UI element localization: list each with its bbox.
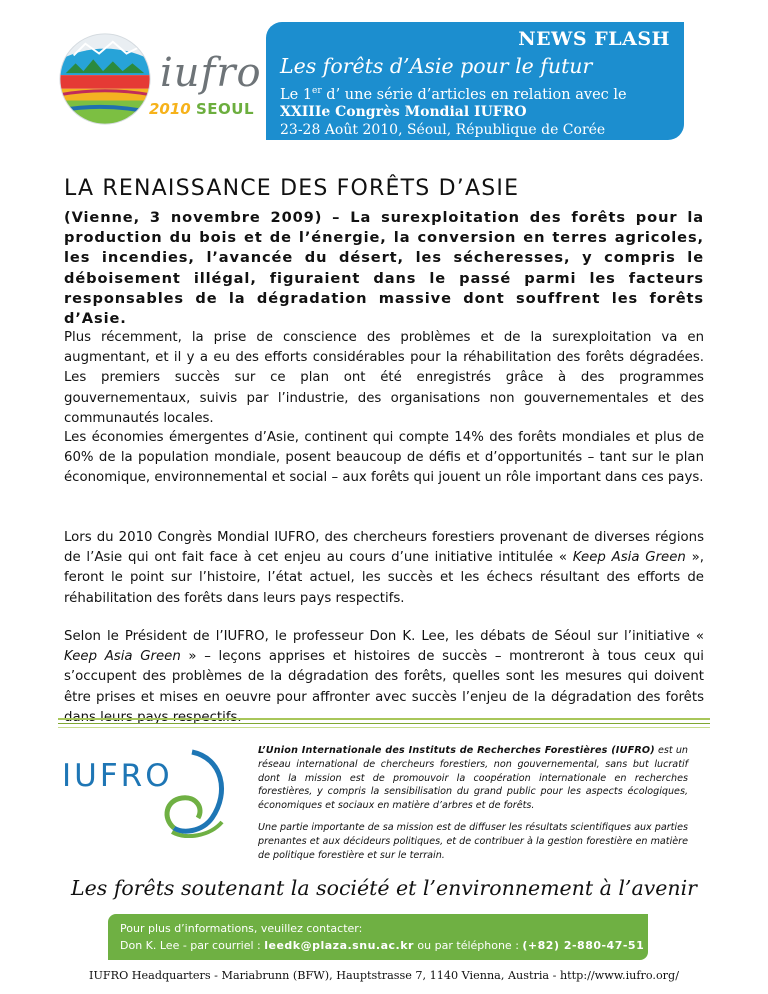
congress-logo [56,30,266,130]
congress-logo-word: iufro [160,50,262,96]
slogan: Les forêts soutenant la société et l’environnement à l’avenir [71,876,697,900]
article-paragraph-2: Les économies émergentes d’Asie, continent qui compte 14% des forêts mondiales et plus de 60% de la population mondiale, posent beaucoup de défis et d’opportunités – tant sur le plan économique, environnemental et social – aux forêts qui jouent un rôle important dans ces pays. [64,430,704,486]
contact-intro: Pour plus d’informations, veuillez contacter: [120,922,363,935]
article-paragraph-3: Lors du 2010 Congrès Mondial IUFRO, des chercheurs forestiers provenant de diverses régions de l’Asie qui ont fait face à cet enjeu au cours d’une initiative intitulée « Keep Asia Green », feront le point sur l’histoire, l’état actuel, les succès et les échecs résultant des efforts de réhabilitation des forêts dans leurs pays respectifs. [64,530,704,606]
iufro-logo [62,748,227,840]
news-flash-congress-date: 23-28 Août 2010, Séoul, République de Corée [280,122,606,138]
section-divider [58,727,710,728]
leaf-icon [152,748,232,838]
contact-email-link[interactable]: leedk@plaza.snu.ac.kr [264,939,414,952]
article-title: LA RENAISSANCE DES FORÊTS D’ASIE [64,176,520,201]
iufro-logo-text: IUFRO [62,758,173,794]
article-paragraph-1: Plus récemment, la prise de conscience des problèmes et de la surexploitation va en augmentant, et il y a eu des efforts considérables pour la réhabilitation des forêts dégradées. Les premiers succès sur ce plan ont été enregistrés grâce à des programmes gouvernementaux, suivis par l’industrie, des organisations non gouvernementales et des communautés locales. [64,330,704,426]
article-lead: (Vienne, 3 novembre 2009) – La surexploitation des forêts pour la production du bois et de l’énergie, la conversion en terres agricoles, les incendies, l’avancée du désert, les sécheresses, y compris le déboisement illégal, figuraient dans le passé parmi les facteurs responsables de la dégradation massive dont souffrent les forêts d’Asie. [64,209,704,328]
about-text-2: Une partie importante de sa mission est de diffuser les résultats scientifiques aux parties prenantes et aux décideurs politiques, et de contribuer à la gestion forestière en matière de politique forestière et sur le terrain. [258,821,688,861]
contact-phone: (+82) 2-880-47-51 [522,939,645,952]
about-iufro [258,744,688,870]
section-divider [58,723,710,724]
news-flash-series-line: Le 1er d’ une série d’articles en relation avec le [280,86,627,103]
contact-box [108,914,648,960]
article-paragraph-4: Selon le Président de l’IUFRO, le professeur Don K. Lee, les débats de Séoul sur l’initiative « Keep Asia Green » – leçons apprises et histoires de succès – montreront à tous ceux qui s’occupent des problèmes de la dégradation des forêts, quelles sont les mesures qui doivent être prises et mises en oeuvre pour affronter avec succès l’enjeu de la dégradation des forêts [64,629,704,705]
news-flash-label: NEWS FLASH [518,28,670,50]
about-text-1: est un réseau international de chercheurs forestiers, non gouvernemental, sans but lucratif dont la mission est de promouvoir la coopération internationale en recherches forestières, y compris la sensibilisation du grand public pour les aspects écologiques, économiques et sociaux en matière d’arbres et de forêts. [258,745,688,812]
news-flash-congress-name: XXIIIe Congrès Mondial IUFRO [280,104,527,120]
globe-icon [56,30,154,128]
section-divider [58,718,710,720]
contact-details: Don K. Lee - par courriel : leedk@plaza.snu.ac.kr ou par téléphone : (+82) 2-880-47-51 [120,939,645,952]
congress-logo-city: SEOUL [196,100,255,118]
about-heading: L’Union Internationale des Instituts de Recherches Forestières (IUFRO) [258,745,655,756]
footer-address: IUFRO Headquarters - Mariabrunn (BFW), Hauptstrasse 7, 1140 Vienna, Austria - http://www.iufro.org/ [89,969,679,982]
congress-logo-year: 2010 [149,100,191,118]
news-flash-box [266,22,684,140]
news-flash-subtitle: Les forêts d’Asie pour le futur [280,54,593,78]
